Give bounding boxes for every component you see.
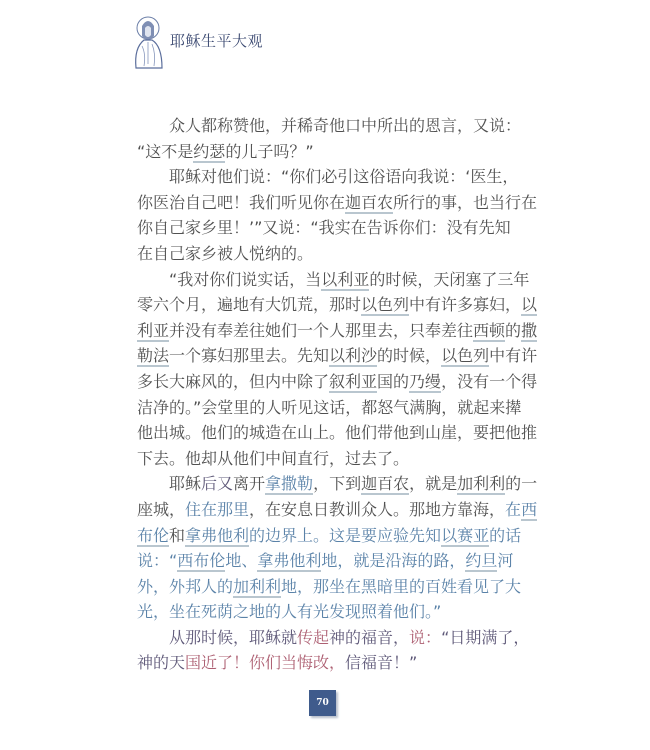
text-line — [137, 446, 509, 472]
book-title: 耶稣生平大观 — [170, 31, 264, 50]
text-segment: 中有许 — [489, 346, 538, 366]
page-header — [128, 14, 263, 70]
text-segment: “这不是 — [137, 141, 194, 161]
text-segment: 从那时候，耶稣就 — [169, 627, 298, 647]
text-segment: 地，就是沿海的路， — [321, 551, 466, 571]
text-segment: 神的福音， — [329, 627, 410, 647]
text-segment: 国的 — [377, 371, 410, 391]
text-segment: 国近了！你们当悔改， — [185, 653, 346, 673]
text-line — [137, 318, 538, 344]
proper-noun: 约旦 — [465, 551, 498, 571]
text-segment: 洁净的。”会堂里的人听见这话，都怒气满胸，就起来撵 — [137, 397, 522, 417]
proper-noun: 拿弗他利 — [185, 525, 250, 545]
text-segment: 的时候，天闭塞了三年 — [369, 269, 530, 289]
text-segment: 信福音！” — [345, 653, 418, 673]
text-segment: 的 — [505, 320, 522, 340]
text-line — [137, 625, 530, 651]
proper-noun: 布伦 — [137, 525, 170, 545]
text-segment: 说：“ — [137, 551, 178, 571]
proper-noun: 西布伦 — [177, 551, 226, 571]
text-line — [137, 420, 538, 446]
proper-noun: 以赛亚 — [441, 525, 490, 545]
text-line — [137, 267, 530, 293]
text-segment: 河 — [497, 551, 514, 571]
text-line — [137, 471, 538, 497]
text-segment: 众人都称赞他，并稀奇他口中所出的恩言，又说： — [169, 116, 522, 135]
proper-noun: 以 — [521, 295, 538, 315]
proper-noun: 乃缦 — [409, 371, 442, 391]
proper-noun: 以色列 — [441, 346, 490, 366]
text-segment: 所行的事，也当行在 — [393, 192, 538, 212]
text-line — [137, 343, 538, 369]
text-segment: 离开 — [233, 474, 266, 494]
text-segment: 光，坐在死荫之地的人有光发现照着他们。” — [137, 602, 442, 622]
text-line — [137, 497, 538, 523]
proper-noun: 拿撒勒 — [265, 474, 314, 494]
proper-noun: 加利利 — [233, 576, 282, 596]
text-segment: 的边界上。这是要应验先知 — [249, 525, 442, 545]
text-line — [137, 190, 538, 216]
text-segment: 下去。他却从他们中间直行，过去了。 — [137, 448, 410, 468]
text-segment: 地、 — [225, 551, 258, 571]
text-segment: 一个寡妇那里去。先知 — [169, 346, 330, 366]
page-number: 70 — [309, 690, 336, 716]
text-segment: 住在那里 — [185, 499, 250, 519]
text-line — [137, 113, 522, 139]
proper-noun: 迦百农 — [345, 192, 394, 212]
text-line — [137, 241, 509, 267]
text-segment: 在 — [505, 499, 522, 519]
text-segment: 传起 — [297, 627, 330, 647]
text-segment: 中有许多寡妇， — [409, 295, 522, 315]
proper-noun: 利亚 — [137, 320, 170, 340]
text-segment: 并没有奉差往她们一个人那里去，只奉差往 — [169, 320, 474, 340]
text-segment: 你自己家乡里！’”又说：“我实在告诉你们：没有先知 — [137, 218, 511, 238]
proper-noun: 迦百农 — [361, 474, 410, 494]
text-line — [137, 215, 509, 241]
text-line — [137, 650, 509, 676]
text-line — [137, 574, 522, 600]
text-segment: 在自己家乡被人悦纳的。 — [137, 243, 314, 263]
proper-noun: 勒法 — [137, 346, 170, 366]
text-segment: 的话 — [489, 525, 522, 545]
text-segment: 和 — [169, 525, 186, 545]
text-segment: 座城， — [137, 499, 186, 519]
text-segment: 零六个月，遍地有大饥荒，那时 — [137, 295, 362, 315]
text-line — [137, 548, 514, 574]
proper-noun: 叙利亚 — [329, 371, 378, 391]
proper-noun: 撒 — [521, 320, 538, 340]
proper-noun: 拿弗他利 — [257, 551, 322, 571]
text-line — [137, 164, 519, 190]
text-segment: 耶稣对他们说：“你们必引这俗语向我说：‘医生， — [169, 167, 519, 187]
text-segment: ，下到 — [313, 474, 362, 494]
text-segment: 神的天 — [137, 653, 186, 673]
text-segment: ，没有一个得 — [441, 371, 538, 391]
text-line — [137, 369, 538, 395]
text-segment: 外，外邦人的 — [137, 576, 234, 596]
text-segment: 地，那坐在黑暗里的百姓看见了大 — [281, 576, 522, 596]
text-segment: 说： — [409, 627, 442, 647]
proper-noun: 以利沙 — [329, 346, 378, 366]
proper-noun: 以利亚 — [321, 269, 370, 289]
text-segment: ，在安息日教训众人。那地方靠海， — [249, 499, 506, 519]
text-segment: 多长大麻风的，但内中除了 — [137, 371, 330, 391]
page-body-text — [137, 113, 538, 676]
text-segment: 的一 — [505, 474, 538, 494]
text-segment: “我对你们说实话，当 — [169, 269, 322, 289]
text-line — [137, 395, 522, 421]
text-segment: ，就是 — [409, 474, 458, 494]
text-segment: “日期满了， — [441, 627, 530, 647]
text-segment: 的时候， — [377, 346, 442, 366]
text-segment: 你医治自己吧！我们听见你在 — [137, 192, 346, 212]
proper-noun: 以色列 — [361, 295, 410, 315]
text-segment: 他出城。他们的城造在山上。他们带他到山崖，要把他推 — [137, 423, 538, 443]
proper-noun: 加利利 — [457, 474, 506, 494]
jesus-portrait-icon — [128, 14, 168, 70]
text-segment: 的儿子吗？” — [225, 141, 314, 161]
proper-noun: 西顿 — [473, 320, 506, 340]
text-segment: 后又 — [201, 474, 234, 494]
text-line — [137, 292, 538, 318]
text-line — [137, 139, 509, 165]
proper-noun: 约瑟 — [193, 141, 226, 161]
text-line — [137, 599, 509, 625]
proper-noun: 西 — [521, 499, 538, 519]
text-line — [137, 523, 522, 549]
text-segment: 耶稣 — [169, 474, 202, 494]
